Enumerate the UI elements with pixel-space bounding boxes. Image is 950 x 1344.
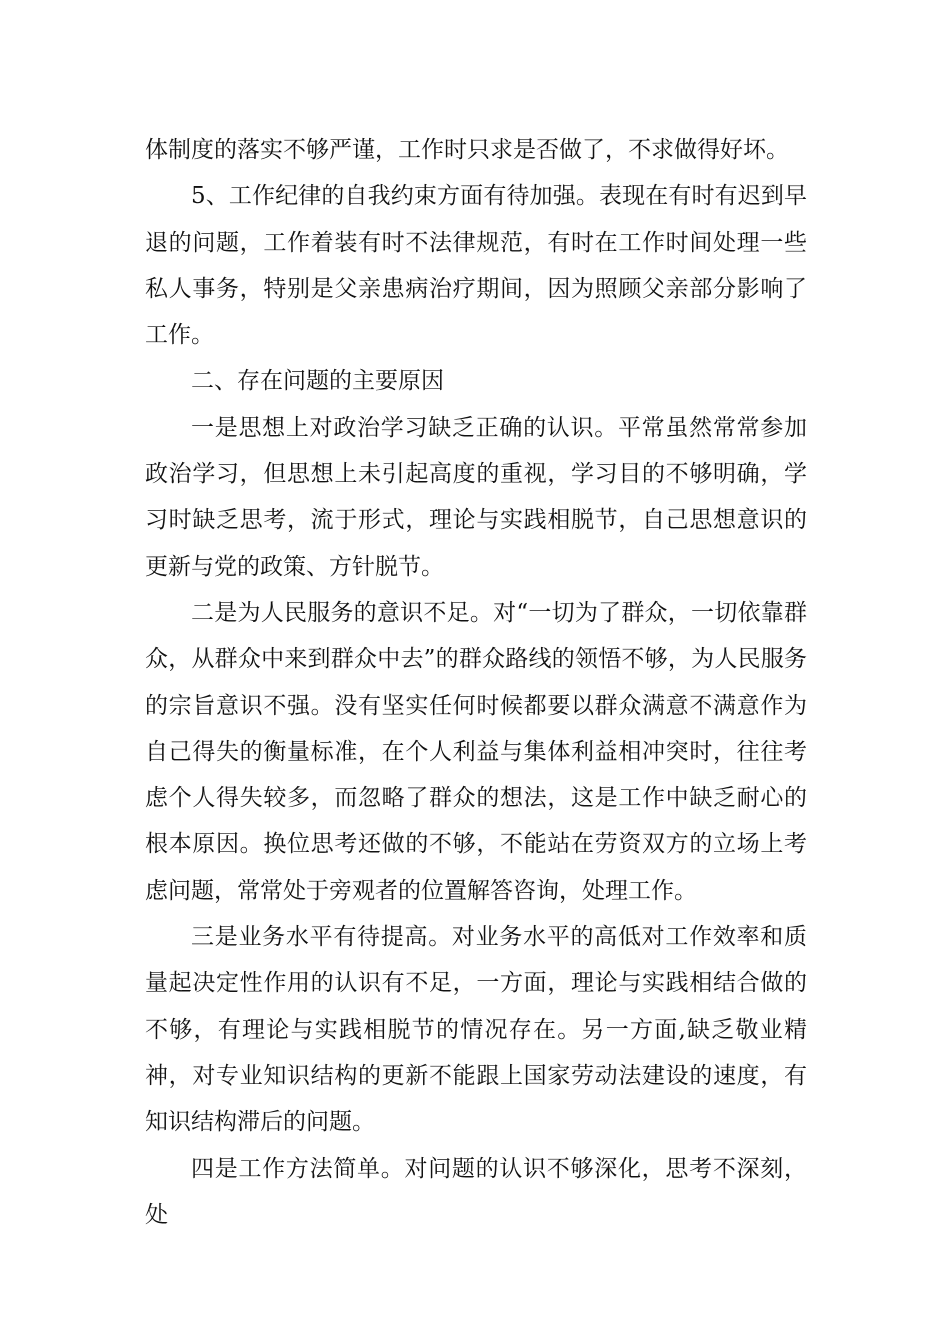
paragraph-work-discipline: 5、工作纪律的自我约束方面有待加强。表现在有时有迟到早退的问题，工作着装有时不法律规范，有时在工作时间处理一些私人事务，特别是父亲患病治疗期间，因为照顾父亲部分影响了工作。 — [145, 183, 807, 349]
paragraph-continuation: 体制度的落实不够严谨，工作时只求是否做了，不求做得好坏。 — [145, 137, 789, 163]
paragraph-professional-level: 三是业务水平有待提高。对业务水平的高低对工作效率和质量起决定性作用的认识有不足，一方面，理论与实践相结合做的不够，有理论与实践相脱节的情况存在。另一方面,缺乏敬业精神，对专业知识结构的更新不能跟上国家劳动法建设的速度，有知识结构滞后的问题。 — [145, 924, 807, 1136]
paragraph-political-study: 一是思想上对政治学习缺乏正确的认识。平常虽然常常参加政治学习，但思想上未引起高度的重视，学习目的不够明确，学习时缺乏思考，流于形式，理论与实践相脱节，自己思想意识的更新与党的政策、方针脱节。 — [145, 414, 807, 580]
document-body — [145, 127, 807, 1238]
section-heading-main-causes: 二、存在问题的主要原因 — [191, 368, 444, 395]
paragraph-work-methods: 四是工作方法简单。对问题的认识不够深化，思考不深刻，处 — [145, 1155, 807, 1228]
paragraph-serve-the-people: 二是为人民服务的意识不足。对“一切为了群众，一切依靠群众，从群众中来到群众中去”的群众路线的领悟不够，为人民服务的宗旨意识不强。没有坚实任何时候都要以群众满意不满意作为自己得失的衡量标准，在个人利益与集体利益相冲突时，往往考虑个人得失较多，而忽略了群众的想法，这是工作中缺乏耐心的根本原因。换位思考还做的不够，不能站在劳资双方的立场上考虑问题，常常处于旁观者的位置解答咨询，处理工作。 — [145, 599, 807, 904]
